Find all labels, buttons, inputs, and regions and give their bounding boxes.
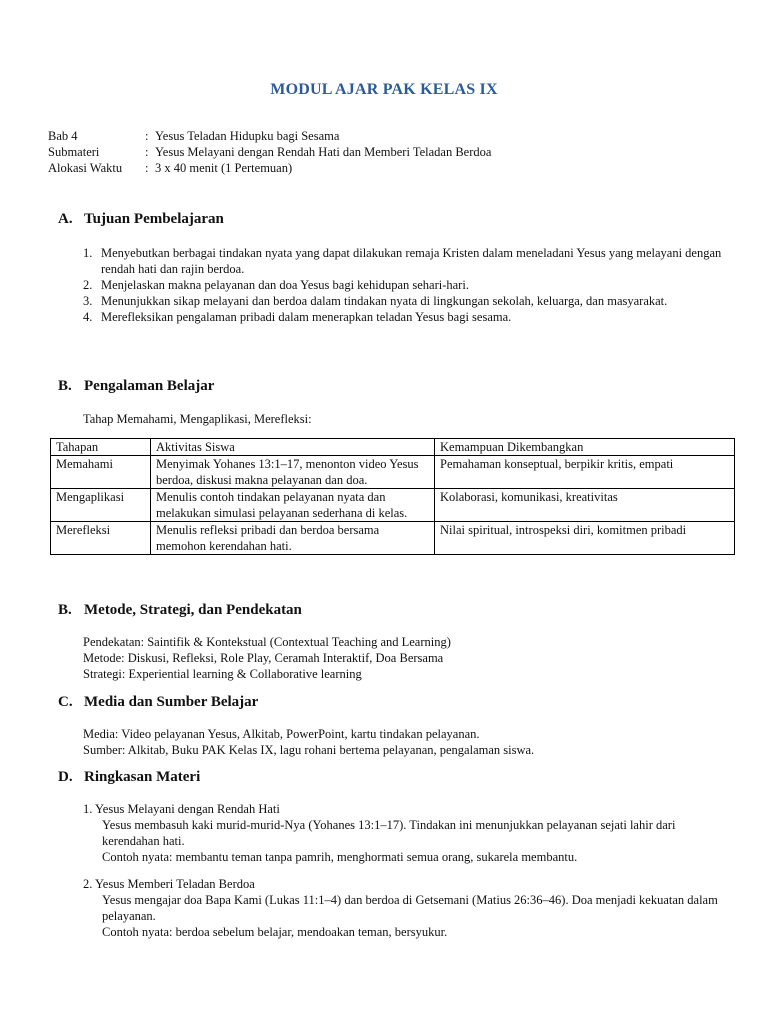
methods-text — [83, 634, 723, 682]
table-cell: Nilai spiritual, introspeksi diri, komitmen pribadi — [435, 522, 735, 555]
meta-colon: : — [145, 129, 149, 143]
meta-value: Yesus Teladan Hidupku bagi Sesama — [155, 129, 340, 143]
summary-item — [83, 801, 723, 865]
table-cell: Menulis contoh tindakan pelayanan nyata dan melakukan simulasi pelayanan sederhana di kelas. — [151, 489, 435, 522]
document-title: MODUL AJAR PAK KELAS IX — [270, 81, 498, 98]
table-cell: Memahami — [51, 456, 151, 489]
module-info — [48, 128, 491, 176]
section-heading-tujuan — [58, 211, 224, 227]
media-line: Sumber: Alkitab, Buku PAK Kelas IX, lagu rohani bertema pelayanan, pengalaman siswa. — [83, 743, 535, 757]
table-cell: Menulis refleksi pribadi dan berdoa bersama memohon kerendahan hati. — [151, 522, 435, 555]
method-line: Pendekatan: Saintifik & Kontekstual (Contextual Teaching and Learning) — [83, 635, 451, 649]
method-line: Metode: Diskusi, Refleksi, Role Play, Ceramah Interaktif, Doa Bersama — [83, 651, 444, 665]
summary-heading: 2. Yesus Memberi Teladan Berdoa — [83, 877, 255, 891]
list-text: Merefleksikan pengalaman pribadi dalam menerapkan teladan Yesus bagi sesama. — [101, 310, 512, 324]
list-text: Menunjukkan sikap melayani dan berdoa dalam tindakan nyata di lingkungan sekolah, keluarga, dan masyarakat. — [101, 294, 668, 308]
meta-colon: : — [145, 145, 149, 159]
list-number: 1. — [83, 246, 93, 260]
list-item — [83, 293, 723, 309]
meta-label: Bab 4 — [48, 129, 78, 143]
table-row — [51, 489, 735, 522]
table-header-cell: Tahapan — [51, 439, 151, 456]
section-letter: D. — [58, 769, 73, 785]
section-title: Media dan Sumber Belajar — [84, 694, 259, 710]
section-letter: C. — [58, 694, 73, 710]
section-title: Ringkasan Materi — [84, 769, 201, 785]
summary-body: Yesus membasuh kaki murid-murid-Nya (Yohanes 13:1–17). Tindakan ini menunjukkan pelayanan sejati lahir dari kerendahan hati. — [102, 818, 676, 848]
list-text: Menjelaskan makna pelayanan dan doa Yesus bagi kehidupan sehari-hari. — [101, 278, 469, 292]
table-cell: Kolaborasi, komunikasi, kreativitas — [435, 489, 735, 522]
list-item — [83, 309, 723, 325]
meta-row-submateri — [48, 144, 491, 160]
method-line: Strategi: Experiential learning & Collaborative learning — [83, 667, 362, 681]
list-number: 3. — [83, 294, 93, 308]
table-intro: Tahap Memahami, Mengaplikasi, Merefleksi: — [83, 412, 312, 426]
section-letter: B. — [58, 602, 72, 618]
table-cell: Merefleksi — [51, 522, 151, 555]
section-heading-media — [58, 694, 258, 710]
section-title: Tujuan Pembelajaran — [84, 211, 224, 227]
summary-example: Contoh nyata: berdoa sebelum belajar, mendoakan teman, bersyukur. — [102, 925, 448, 939]
table-cell: Menyimak Yohanes 13:1–17, menonton video Yesus berdoa, diskusi makna pelayanan dan doa. — [151, 456, 435, 489]
summary-body: Yesus mengajar doa Bapa Kami (Lukas 11:1–4) dan berdoa di Getsemani (Matius 26:36–46). Doa menjadi kekuatan dalam pelayanan. — [102, 893, 718, 923]
meta-value: Yesus Melayani dengan Rendah Hati dan Memberi Teladan Berdoa — [155, 145, 492, 159]
section-title: Metode, Strategi, dan Pendekatan — [84, 602, 302, 618]
meta-label: Alokasi Waktu — [48, 161, 123, 175]
meta-row-alokasi — [48, 160, 491, 176]
table-cell: Pemahaman konseptual, berpikir kritis, empati — [435, 456, 735, 489]
objectives-list — [83, 245, 723, 325]
table-header-cell: Aktivitas Siswa — [151, 439, 435, 456]
meta-row-bab — [48, 128, 491, 144]
list-number: 2. — [83, 278, 93, 292]
table-cell: Mengaplikasi — [51, 489, 151, 522]
media-text — [83, 726, 723, 758]
table-row — [51, 456, 735, 489]
section-heading-metode — [58, 602, 302, 618]
table-row — [51, 522, 735, 555]
section-letter: A. — [58, 211, 73, 227]
meta-value: 3 x 40 menit (1 Pertemuan) — [155, 161, 293, 175]
meta-label: Submateri — [48, 145, 100, 159]
list-text: Menyebutkan berbagai tindakan nyata yang dapat dilakukan remaja Kristen dalam meneladani Yesus yang melayani dengan rendah hati dan rajin berdoa. — [101, 246, 722, 276]
meta-colon: : — [145, 161, 149, 175]
section-heading-pengalaman — [58, 378, 214, 394]
table-header-cell: Kemampuan Dikembangkan — [435, 439, 735, 456]
list-item — [83, 245, 723, 277]
summary-example: Contoh nyata: membantu teman tanpa pamrih, menghormati semua orang, sukarela membantu. — [102, 850, 578, 864]
summary-item — [83, 876, 723, 940]
section-letter: B. — [58, 378, 72, 394]
list-number: 4. — [83, 310, 93, 324]
media-line: Media: Video pelayanan Yesus, Alkitab, PowerPoint, kartu tindakan pelayanan. — [83, 727, 480, 741]
summary-heading: 1. Yesus Melayani dengan Rendah Hati — [83, 802, 280, 816]
table-header-row — [51, 439, 735, 456]
learning-experience-table — [50, 438, 735, 555]
list-item — [83, 277, 723, 293]
section-title: Pengalaman Belajar — [84, 378, 215, 394]
section-heading-ringkasan — [58, 769, 200, 785]
